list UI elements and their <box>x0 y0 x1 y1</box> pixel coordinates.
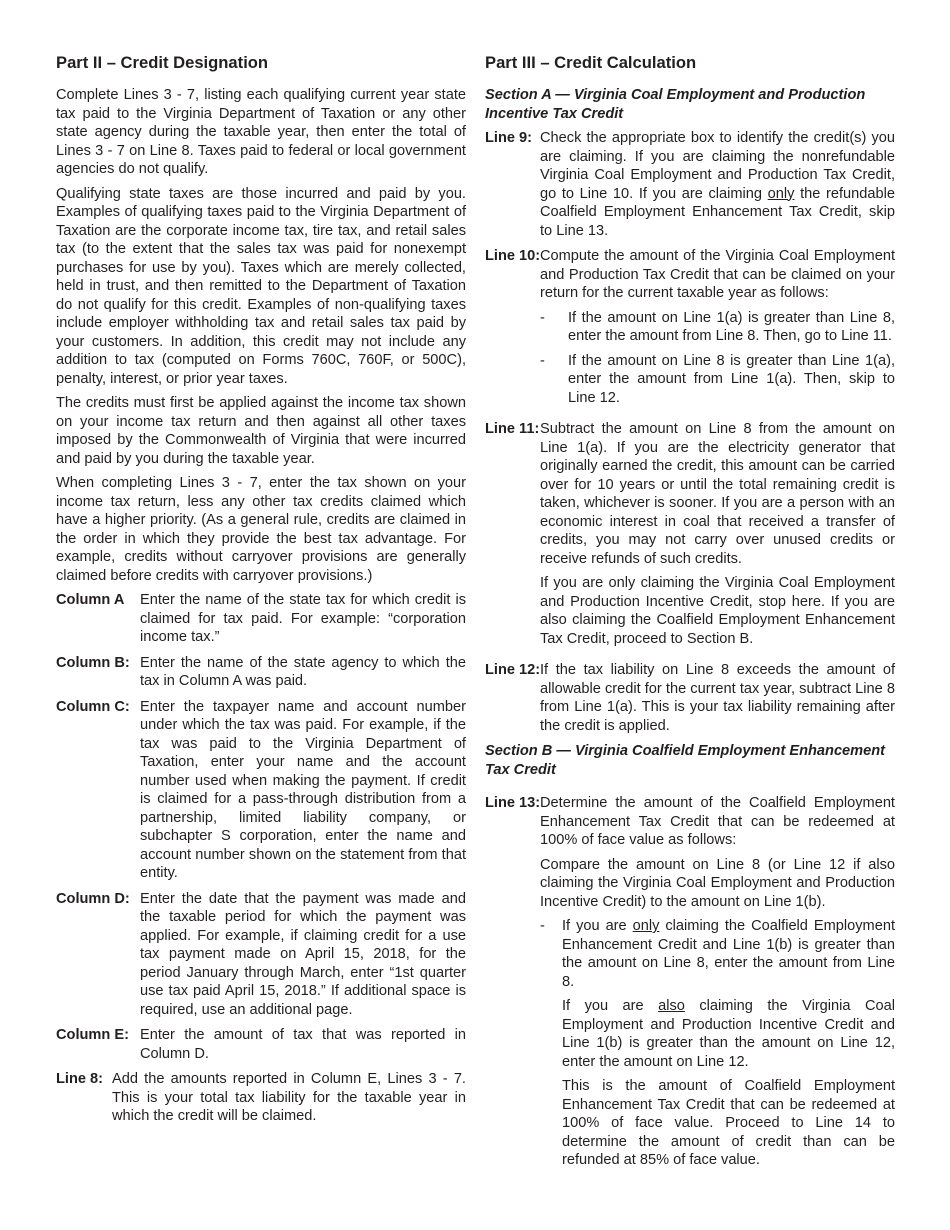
part2-paragraph-1: Complete Lines 3 - 7, listing each qualifying current year state tax paid to the Virginia Department of Taxation or any other state agency during the taxable year, then enter the total of Lines 3 - 7 on Line 8. Taxes paid to federal or local government agencies do not qualify. <box>56 87 466 177</box>
line-13-label: Line 13: <box>485 795 541 811</box>
line-11-text-2: If you are only claiming the Virginia Coal Employment and Production Incentive Credit, stop here. If you are also claiming the Coalfield Employment Enhancement Tax Credit, proceed to Section B. <box>540 575 895 647</box>
column-d-entry <box>56 890 466 1020</box>
line-10-text: Compute the amount of the Virginia Coal Employment and Production Tax Credit that can be claimed on your return for the current taxable year as follows: <box>540 248 895 301</box>
line-9-text: Check the appropriate box to identify the credit(s) you are claiming. If you are claiming the nonrefundable Virginia Coal Employment and Production Tax Credit, go to Line 10. If you are claiming only the refundable Coalfield Employment Enhancement Tax Credit, skip to Line 13. <box>540 130 895 239</box>
line-10-label: Line 10: <box>485 248 541 264</box>
column-a-entry <box>56 591 466 647</box>
column-b-entry <box>56 654 466 691</box>
line-10-entry <box>485 247 895 413</box>
section-b-heading: Section B — Virginia Coalfield Employment Enhancement Tax Credit <box>485 743 886 778</box>
part2-paragraph-4: When completing Lines 3 - 7, enter the tax shown on your income tax return, less any other tax credits claimed which have a higher priority. (As a general rule, credits are claimed in the order in which they provide the best tax advantage. For example, credits without carryover provisions are generally claimed before credits with carryover provisions.) <box>56 475 466 584</box>
also-emphasis: also <box>658 998 685 1014</box>
only-emphasis: only <box>767 185 795 202</box>
part2-paragraph-3: The credits must first be applied against the income tax shown on your income tax return and then against all other taxes imposed by the Commonwealth of Virginia that were incurred and paid by you during the taxable year. <box>56 395 466 467</box>
line-9-entry <box>485 129 895 240</box>
column-d-label: Column D: <box>56 890 130 907</box>
column-b-text: Enter the name of the state agency to which the tax in Column A was paid. <box>140 654 466 689</box>
dash-marker: - <box>540 918 545 934</box>
part3-heading: Part III – Credit Calculation <box>485 53 697 72</box>
part2-paragraph-2: Qualifying state taxes are those incurred and paid by you. Examples of qualifying taxes paid to the Virginia Department of Taxation are the corporate income tax, tire tax, and retail sales tax (to the extent that the sales tax was paid for nonexempt purchases for use by you). Taxes which are merely collected, held in trust, and then remitted to the Department of Taxation do not qualify for this credit. Examples of non-qualifying taxes include employer withholding tax and retail sales tax paid by your customers. In addition, this credit may not include any addition to tax (computed on Forms 760C, 760F, or 500C), penalty, interest, or prior year taxes. <box>56 185 466 387</box>
column-a-label: Column A <box>56 592 125 608</box>
column-e-entry <box>56 1026 466 1063</box>
line-13-bullet-text: If you are only claiming the Coalfield Employment Enhancement Credit and Line 1(b) is greater than the amount on Line 8, enter the amount from Line 8. <box>562 918 895 990</box>
column-e-label: Column E: <box>56 1027 129 1043</box>
column-d-text: Enter the date that the payment was made and the taxable period for which the payment was applied. For example, if claiming credit for a use tax payment made on April 15, 2018, for the period January through March, enter “1st quarter use tax paid April 15, 2018.” If additional space is required, use an additional page. <box>140 890 466 1018</box>
line-8-text: Add the amounts reported in Column E, Lines 3 - 7. This is your total tax liability for the taxable year in which the credit will be claimed. <box>112 1071 466 1124</box>
line-10-bullet-1 <box>540 309 895 346</box>
dash-marker: - <box>540 352 545 369</box>
line-13-bullet <box>540 917 895 1176</box>
column-e-text: Enter the amount of tax that was reported in Column D. <box>140 1027 466 1062</box>
line-13-bullet-para-2: If you are also claiming the Virginia Coal Employment and Production Incentive Credit and Line 1(b) is greater than the amount on Line 12, enter the amount on Line 12. <box>562 998 895 1070</box>
line-13-text-2: Compare the amount on Line 8 (or Line 12 if also claiming the Virginia Coal Employment and Production Incentive Credit) to the amount on Line 1(b). <box>540 856 895 910</box>
line-12-entry <box>485 661 895 735</box>
column-a-text: Enter the name of the state tax for which credit is claimed for tax paid. For example: “corporation income tax.” <box>140 592 466 645</box>
line-8-label: Line 8: <box>56 1071 104 1087</box>
left-column <box>56 50 466 1133</box>
column-b-label: Column B: <box>56 654 130 671</box>
column-c-entry <box>56 698 466 883</box>
line-11-entry <box>485 420 895 654</box>
dash-marker: - <box>540 309 545 326</box>
line-13-text: Determine the amount of the Coalfield Employment Enhancement Tax Credit that can be redeemed at 100% of face value as follows: <box>540 795 895 848</box>
column-c-label: Column C: <box>56 698 130 715</box>
line-13-entry <box>485 794 895 1182</box>
part2-heading: Part II – Credit Designation <box>56 53 269 72</box>
line-8-entry <box>56 1070 466 1126</box>
line-9-label: Line 9: <box>485 130 533 146</box>
section-a-heading: Section A — Virginia Coal Employment and Production Incentive Tax Credit <box>485 87 866 122</box>
line-10-bullet-2 <box>540 352 895 408</box>
bullet-text: If the amount on Line 8 is greater than Line 1(a), enter the amount from Line 1(a). Then, skip to Line 12. <box>568 352 895 406</box>
column-c-text: Enter the taxpayer name and account number under which the tax was paid. For example, if the tax was paid to the Virginia Department of Taxation, enter your name and the account number used when making the payment. If credit is claimed for a pass-through distribution from a partnership, limited liability company, or subchapter S corporation, enter the name and account number shown on the statement from that entity. <box>140 698 466 881</box>
line-11-text: Subtract the amount on Line 8 from the amount on Line 1(a). If you are the electricity generator that originally earned the credit, this amount can be carried over for 10 years or until the total remaining credit is taken, whichever is sooner. If you are a person with an economic interest in coal that received a transfer of credits, you may not carry over unused credits or receive refunds of such credits. <box>540 421 895 567</box>
line-13-bullet-para-3: This is the amount of Coalfield Employment Enhancement Tax Credit that can be redeemed at 100% of face value. Proceed to Line 14 to determine the amount of credit than can be refunded at 85% of face value. <box>562 1078 895 1168</box>
only-emphasis: only <box>632 918 660 934</box>
bullet-text: If the amount on Line 1(a) is greater than Line 8, enter the amount from Line 8. Then, go to Line 11. <box>568 309 895 344</box>
line-11-label: Line 11: <box>485 421 540 437</box>
line-12-text: If the tax liability on Line 8 exceeds the amount of allowable credit for the current tax year, subtract Line 8 from Line 1(a). This is your tax liability remaining after the credit is applied. <box>540 662 895 734</box>
line-12-label: Line 12: <box>485 662 541 678</box>
right-column <box>485 50 895 1189</box>
